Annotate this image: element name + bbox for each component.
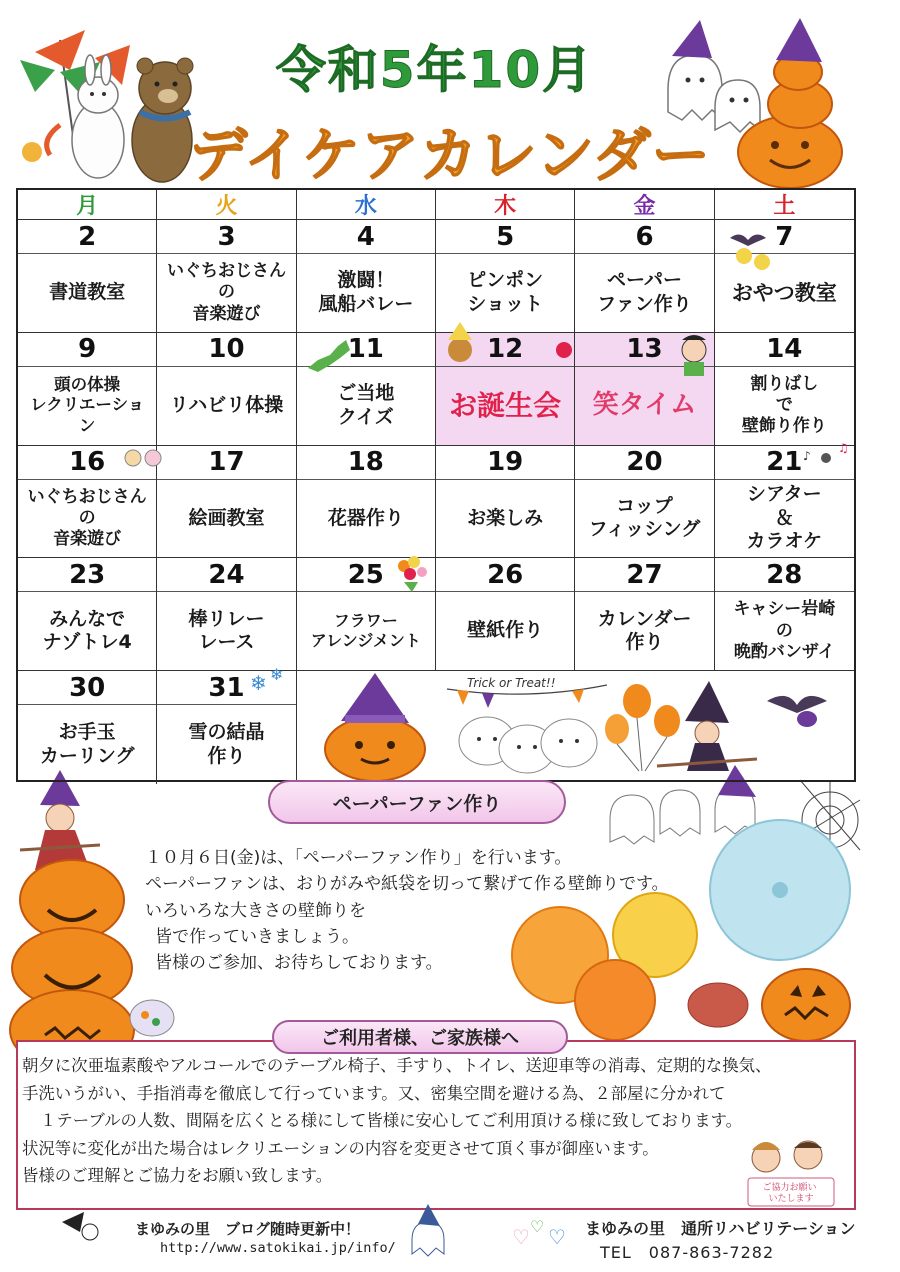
day-number: 21 [715, 446, 854, 480]
day-activity: 頭の体操 レクリエーション [30, 374, 145, 435]
paper-fan-line: 皆で作っていきましょう。 [155, 927, 359, 948]
day-number: 28 [715, 558, 854, 592]
page-title-date: 令和5年10月 [275, 41, 595, 99]
notice-line: 皆様のご理解とご協力をお願い致します。 [22, 1166, 333, 1186]
svg-text:♡: ♡ [530, 1217, 545, 1236]
day-activity: 激闘！ 風船バレー [318, 269, 414, 315]
day-number: 3 [157, 220, 295, 254]
weekday-label: 火 [215, 194, 238, 219]
day-number: 24 [157, 558, 295, 592]
day-number: 30 [18, 671, 156, 705]
day-activity: お誕生会 [436, 367, 574, 445]
day-number: 10 [157, 333, 295, 367]
day-activity: お手玉 カーリング [39, 720, 135, 767]
day-activity: いぐちおじさん の 音楽遊び [166, 261, 286, 324]
day-number: 18 [297, 446, 435, 480]
paper-fan-line: いろいろな大きさの壁飾りを [145, 900, 366, 921]
day-activity: 割りばし で 壁飾り作り [741, 373, 827, 437]
day-activity: ペーパー ファン作り [597, 269, 692, 315]
footer-tel: TEL 087-863-7282 [600, 1243, 775, 1262]
notice-heading: ご利用者様、ご家族様へ [272, 1020, 568, 1054]
day-activity: シアター ＆ カラオケ [746, 482, 823, 553]
notice-line: 状況等に変化が出た場合はレクリエーションの内容を変更させて頂く事が御座います。 [22, 1138, 659, 1158]
svg-text:❄: ❄ [270, 665, 284, 684]
trick-or-treat-text: Trick or Treat!! [466, 676, 556, 691]
sign-line-1: ご協力お願い [762, 1183, 817, 1193]
day-number: 9 [18, 333, 156, 367]
weekday-label: 木 [494, 194, 517, 219]
footer-url[interactable]: http://www.satokikai.jp/info/ [160, 1240, 396, 1256]
hearts-icon [512, 1217, 566, 1249]
notice-line: １テーブルの人数、間隔を広くとる様にして皆様に安心してご利用頂ける様に致しております。 [40, 1111, 743, 1131]
page-title-calendar: デイケアカレンダー [189, 121, 711, 189]
svg-text:❄: ❄ [250, 671, 267, 695]
notice-line: 手洗いうがい、手指消毒を徹底して行っています。又、密集空間を避ける為、２部屋に分かれて [22, 1083, 726, 1103]
footer-facility: まゆみの里 通所リハビリテーション [585, 1219, 856, 1238]
day-activity: コップ フィッシング [588, 494, 701, 541]
day-activity: リハビリ体操 [169, 393, 284, 416]
witch-icon [62, 1212, 98, 1240]
svg-text:♫: ♫ [838, 441, 849, 455]
day-number: 20 [575, 446, 713, 480]
notice-body [22, 1052, 771, 1190]
day-number: 6 [575, 220, 713, 254]
day-activity: いぐちおじさん の 音楽遊び [27, 486, 147, 550]
day-number: 19 [436, 446, 574, 480]
paper-fan-line: ペーパーファンは、おりがみや紙袋を切って繋げて作る壁飾りです。 [145, 874, 669, 895]
day-number: 7 [715, 220, 854, 254]
day-number: 5 [436, 220, 574, 254]
footer-blog-line: まゆみの里 ブログ随時更新中！ [135, 1220, 361, 1238]
day-number: 16 [18, 446, 156, 480]
day-activity: カレンダー 作り [597, 607, 692, 654]
weekday-label: 金 [633, 194, 656, 219]
paper-fan-line: １０月６日(金)は、「ペーパーファン作り」を行います。 [145, 848, 572, 868]
day-number: 14 [715, 333, 854, 367]
day-number: 26 [436, 558, 574, 592]
day-activity: ご当地 クイズ [337, 381, 395, 428]
day-number: 13 [575, 333, 713, 367]
day-activity: みんなで ナゾトレ4 [42, 607, 132, 654]
svg-text:♡: ♡ [512, 1225, 530, 1249]
day-activity: 花器作り [327, 506, 404, 529]
day-activity: フラワー アレンジメント [310, 611, 421, 651]
day-activity: 雪の結晶 作り [188, 720, 265, 767]
day-activity: 壁紙作り [467, 619, 544, 642]
svg-text:♡: ♡ [548, 1225, 566, 1249]
day-activity: ピンポン ショット [467, 269, 544, 315]
day-activity: 書道教室 [49, 281, 126, 304]
day-activity: 絵画教室 [188, 506, 265, 529]
paper-fan-line: 皆様のご参加、お待ちしております。 [155, 953, 443, 974]
day-activity: キャシー岩崎 の 晩酌バンザイ [733, 599, 836, 662]
day-number: 11 [297, 333, 435, 367]
day-number: 2 [18, 220, 156, 254]
paper-fan-heading: ペーパーファン作り [268, 780, 566, 824]
weekday-label: 月 [76, 194, 99, 219]
weekday-label: 水 [354, 194, 377, 219]
day-activity: おやつ教室 [731, 280, 837, 305]
day-number: 27 [575, 558, 713, 592]
day-number: 23 [18, 558, 156, 592]
day-number: 17 [157, 446, 295, 480]
day-number: 31 [157, 671, 295, 705]
svg-text:♪: ♪ [803, 449, 811, 463]
day-activity: 笑タイム [575, 367, 713, 445]
day-number: 4 [297, 220, 435, 254]
day-activity: お楽しみ [467, 506, 544, 529]
sign-line-2: いたします [768, 1194, 814, 1204]
day-number: 25 [297, 558, 435, 592]
notice-line: 朝夕に次亜塩素酸やアルコールでのテーブル椅子、手すり、トイレ、送迎車等の消毒、定期的な換気、 [22, 1056, 772, 1075]
day-activity: 棒リレー レース [188, 607, 265, 654]
weekday-label: 土 [773, 194, 796, 219]
ghost-icon [412, 1204, 444, 1256]
day-number: 12 [436, 333, 574, 367]
